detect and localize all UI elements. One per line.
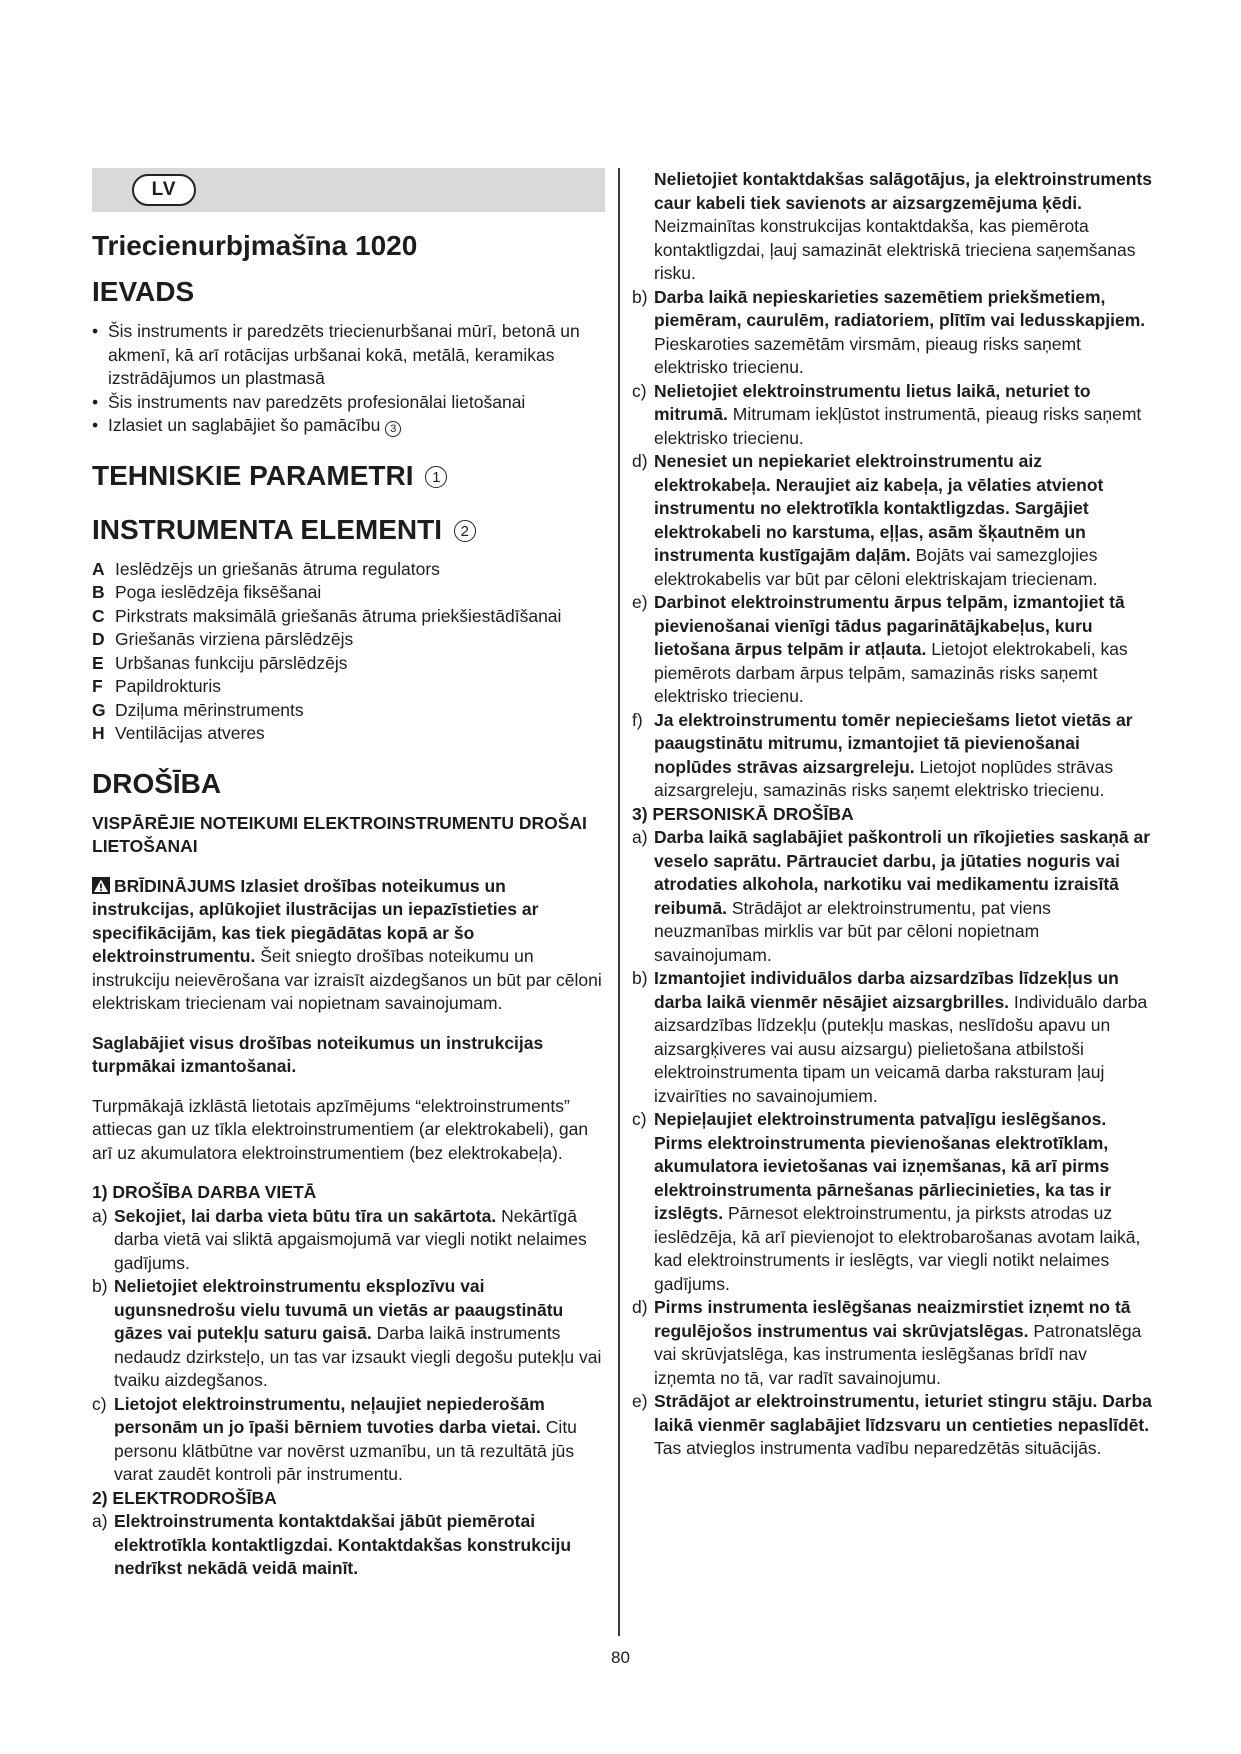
language-bar <box>92 168 605 212</box>
item-key: e) <box>632 592 648 612</box>
personal-item <box>632 1296 1152 1390</box>
column-divider <box>618 168 620 1636</box>
personal-safety-heading: 3) PERSONISKĀ DROŠĪBA <box>632 803 854 824</box>
item-bold-text: Nelietojiet kontaktdakšas salāgotājus, ja elektroinstruments caur kabeli tiek savienots ar aizsargzemējuma ķēdi. <box>654 169 1152 213</box>
item-key: a) <box>632 827 648 847</box>
elements-heading <box>92 514 605 546</box>
item-key: c) <box>632 1109 647 1129</box>
item-key: c) <box>632 380 647 401</box>
electrical-item <box>632 450 1152 591</box>
right-column <box>632 168 1152 1461</box>
item-bold-text: Elektroinstrumenta kontaktdakšai jābūt piemērotai elektrotīkla kontaktligzdai. Kontaktdakšas konstrukciju nedrīkst nekādā veidā mainīt. <box>114 1511 572 1578</box>
item-bold-text: Pirms instrumenta ieslēgšanas neaizmirstiet izņemt no tā regulējošos instrumentus vai skrūvjatslēgas. <box>654 1297 1131 1341</box>
language-badge: LV <box>132 174 196 206</box>
item-key: c) <box>92 1393 107 1414</box>
work-area-item <box>92 1205 605 1276</box>
item-text: Individuālo darba aizsardzības līdzekļu (putekļu maskas, neslīdošu apavu un aizsargķiveres vai ausu aizsargu) pielietošana atbilstoši elektroinstrumenta tipam un veicamā darba raksturam ļauj izvairīties no savainojumiem. <box>654 991 1148 1106</box>
item-text: Lietojot elektrokabeli, kas piemērots darbam ārpus telpām, samazinās risks saņemt elektrisko triecienu. <box>654 639 1128 706</box>
element-text: Ventilācijas atveres <box>115 723 265 743</box>
general-rules-heading: VISPĀRĒJIE NOTEIKUMI ELEKTROINSTRUMENTU DROŠAI LIETOŠANAI <box>92 812 587 856</box>
element-item <box>92 628 605 652</box>
item-key: b) <box>632 286 648 307</box>
element-item <box>92 605 605 629</box>
element-item <box>92 722 605 746</box>
element-key: C <box>92 605 105 626</box>
item-text: Mitrumam iekļūstot instrumentā, pieaug risks saņemt elektrisko triecienu. <box>654 404 1142 448</box>
intro-bullet: • Šis instruments ir paredzēts triecienurbšanai mūrī, betonā un akmenī, kā arī rotācijas urbšanai kokā, metālā, keramikas izstrādājumos un plastmasā <box>92 320 605 391</box>
element-key: F <box>92 676 103 696</box>
item-text: Citu personu klātbūtne var novērst uzmanību, un tā rezultātā jūs varat zaudēt kontroli pār instrumentu. <box>114 1417 577 1484</box>
element-item <box>92 675 605 699</box>
element-text: Poga ieslēdzēja fiksēšanai <box>115 582 322 602</box>
item-text: Neizmainītas konstrukcijas kontaktdakša, kas piemērota kontaktligzdai, ļauj samazināt elektriskā trieciena saņemšanas risku. <box>654 216 1136 283</box>
keep-instructions-note: Saglabājiet visus drošības noteikumus un instrukcijas turpmākai izmantošanai. <box>92 1032 544 1076</box>
document-title: Triecienurbjmašīna 1020 <box>92 230 418 261</box>
item-key: b) <box>632 968 648 988</box>
item-key: d) <box>632 451 648 471</box>
electrical-item <box>632 591 1152 709</box>
element-text: Urbšanas funkciju pārslēdzējs <box>115 652 348 673</box>
item-bold-text: Izmantojiet individuālos darba aizsardzības līdzekļus un darba laikā vienmēr nēsājiet aizsargbrilles. <box>654 968 1119 1012</box>
item-bold-text: Lietojot elektroinstrumentu, neļaujiet nepiederošām personām un jo īpaši bērniem tuvoties darba vietai. <box>114 1393 545 1437</box>
warning-block <box>92 875 605 1016</box>
item-text: Pieskaroties sazemētām virsmām, pieaug risks saņemt elektrisko triecienu. <box>654 333 1081 377</box>
work-area-safety-heading: 1) DROŠĪBA DARBA VIETĀ <box>92 1182 317 1202</box>
warning-icon <box>92 877 110 894</box>
element-item <box>92 652 605 676</box>
item-key: a) <box>92 1511 108 1531</box>
electrical-item <box>92 1510 605 1581</box>
left-column <box>92 168 605 1581</box>
figure-ref-2: 2 <box>454 520 476 542</box>
item-text: Bojāts vai samezglojies elektrokabelis var būt par cēloni elektriskajam triecienam. <box>654 545 1098 589</box>
element-text: Pirkstrats maksimālā griešanās ātruma priekšiestādīšanai <box>115 605 562 626</box>
item-bold-text: Nelietojiet elektroinstrumentu eksplozīvu vai ugunsnedrošu vielu tuvumā un vietās ar paaugstinātu gāzes vai putekļu saturu gaisā. <box>114 1276 564 1343</box>
term-definition-note: Turpmākajā izklāstā lietotais apzīmējums “elektroinstruments” attiecas gan uz tīkla elektroinstrumentiem (ar elektrokabeli), gan arī uz akumulatora elektroinstrumentiem (bez elektrokabeļa). <box>92 1095 589 1163</box>
item-key: b) <box>92 1276 108 1296</box>
personal-item <box>632 1108 1152 1296</box>
item-bold-text: Ja elektroinstrumentu tomēr nepieciešams lietot vietās ar paaugstinātu mitrumu, izmantojiet tā pievienošanai noplūdes strāvas aizsargreleju. <box>654 709 1133 777</box>
electrical-item <box>632 380 1152 451</box>
page-number: 80 <box>611 1648 630 1667</box>
element-item <box>92 699 605 723</box>
element-text: Papildrokturis <box>115 676 222 696</box>
item-bold-text: Sekojiet, lai darba vieta būtu tīra un sakārtota. <box>114 1205 497 1226</box>
item-text: Darba laikā instruments nedaudz dzirksteļo, un tas var izsaukt viegli degošu putekļu vai tvaiku aizdegšanos. <box>114 1323 602 1390</box>
elements-list <box>92 558 605 746</box>
element-key: A <box>92 558 105 579</box>
intro-bullet <box>92 414 605 438</box>
safety-heading: DROŠĪBA <box>92 767 222 799</box>
electrical-safety-heading: 2) ELEKTRODROŠĪBA <box>92 1487 277 1508</box>
personal-item <box>632 967 1152 1108</box>
personal-item <box>632 1390 1152 1461</box>
item-text: Tas atvieglos instrumenta vadību neparedzētās situācijās. <box>654 1438 1102 1458</box>
personal-item <box>632 826 1152 967</box>
item-key: f) <box>632 709 643 730</box>
warning-bold-text: BRĪDINĀJUMS Izlasiet drošības noteikumus un instrukcijas, aplūkojiet ilustrācijas un iepazīstieties ar specifikācijām, kas tiek piegādātas kopā ar šo elektroinstrumentu. <box>92 875 539 966</box>
item-bold-text: Darba laikā saglabājiet paškontroli un rīkojieties saskaņā ar veselo saprātu. Pārtrauciet darbu, ja jūtaties noguris vai atrodaties alkohola, narkotiku vai medikamentu izraisītā reibumā. <box>654 827 1151 918</box>
elements-heading-text: INSTRUMENTA ELEMENTI <box>92 513 442 545</box>
element-text: Ieslēdzējs un griešanās ātruma regulators <box>115 558 440 579</box>
item-text: Strādājot ar elektroinstrumentu, pat viens neuzmanības mirklis var būt par cēloni nopietnam savainojumam. <box>654 897 1051 965</box>
item-bold-text: Darbinot elektroinstrumentu ārpus telpām, izmantojiet tā pievienošanai vienīgi tādus pagarinātājkabeļus, kuru lietošana ārpus telpām ir atļauta. <box>654 592 1125 659</box>
item-text: Patronatslēga vai skrūvjatslēga, kas instrumenta ieslēgšanas brīdī nav izņemta no tā, var radīt savainojumu. <box>654 1320 1142 1388</box>
tech-params-heading <box>92 460 605 492</box>
intro-list <box>92 320 605 438</box>
item-key: d) <box>632 1297 648 1317</box>
element-text: Griešanās virziena pārslēdzējs <box>115 629 354 649</box>
item-bold-text: Darba laikā nepieskarieties sazemētiem priekšmetiem, piemēram, caurulēm, radiatoriem, plītīm vai ledusskapjiem. <box>654 286 1146 330</box>
figure-ref-1: 1 <box>425 466 447 488</box>
item-key: e) <box>632 1391 648 1411</box>
item-text: Pārnesot elektroinstrumentu, ja pirksts atrodas uz ieslēdzēja, kā arī pievienojot to elektrobarošanas avotam laikā, kad elektroinstruments ir ieslēgts, var viegli notikt nelaimes gadījums. <box>654 1203 1141 1294</box>
element-key: H <box>92 723 105 743</box>
work-area-item <box>92 1393 605 1487</box>
element-key: E <box>92 652 104 673</box>
intro-heading: IEVADS <box>92 276 195 307</box>
element-key: B <box>92 582 105 602</box>
element-key: G <box>92 699 106 720</box>
element-text: Dziļuma mērinstruments <box>115 699 304 720</box>
item-bold-text: Nelietojiet elektroinstrumentu lietus laikā, neturiet to mitrumā. <box>654 380 1091 424</box>
element-item <box>92 558 605 582</box>
electrical-item <box>632 709 1152 803</box>
item-text: Lietojot noplūdes strāvas aizsargreleju, samazinās risks saņemt elektrisko triecienu. <box>654 756 1114 800</box>
figure-ref-3: 3 <box>385 421 401 437</box>
item-text: Nekārtīgā darba vietā vai sliktā apgaismojumā var viegli notikt nelaimes gadījums. <box>114 1205 587 1273</box>
electrical-item-continuation <box>632 168 1152 286</box>
item-key: a) <box>92 1205 108 1226</box>
work-area-item <box>92 1275 605 1393</box>
electrical-item <box>632 286 1152 380</box>
item-bold-text: Strādājot ar elektroinstrumentu, ieturiet stingru stāju. Darba laikā vienmēr saglabājiet līdzsvaru un centieties nepaslīdēt. <box>654 1391 1152 1435</box>
item-bold-text: Nepieļaujiet elektroinstrumenta patvaļīgu ieslēgšanos. Pirms elektroinstrumenta pievienošanas elektrotīklam, akumulatora ievietošanas vai izņemšanas, kā arī pirms elektroinstrumenta pārnešanas pārliecinieties, ka tas ir izslēgts. <box>654 1109 1112 1223</box>
intro-bullet-text: Izlasiet un saglabājiet šo pamācību <box>108 415 381 435</box>
element-key: D <box>92 629 105 649</box>
warning-text: Šeit sniegto drošības noteikumu un instrukciju neievērošana var izraisīt aizdegšanos un būt par cēloni elektriskam triecienam vai nopietnam savainojumam. <box>92 946 602 1013</box>
intro-bullet: • Šis instruments nav paredzēts profesionālai lietošanai <box>92 391 605 415</box>
tech-params-heading-text: TEHNISKIE PARAMETRI <box>92 459 414 491</box>
element-item <box>92 581 605 605</box>
item-bold-text: Nenesiet un nepiekariet elektroinstrumentu aiz elektrokabeļa. Neraujiet aiz kabeļa, ja vēlaties atvienot instrumentu no elektrotīkla kontaktligzdas. Sargājiet elektrokabeli no karstuma, eļļas, asām šķautnēm un instrumenta kustīgajām daļām. <box>654 451 1104 565</box>
